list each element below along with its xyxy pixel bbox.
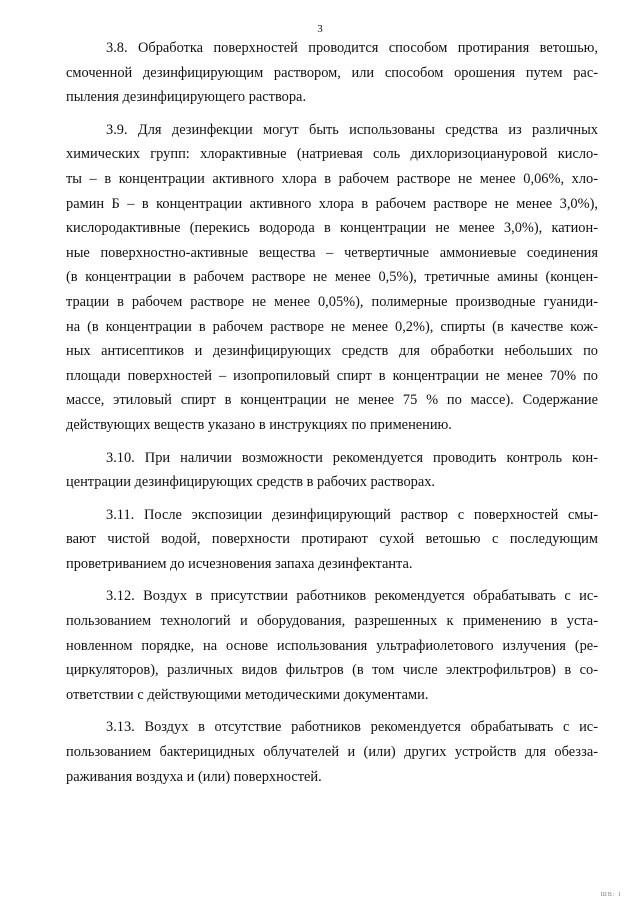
- text-line: вают чистой водой, поверхности протирают сухой ветошью с последующим: [66, 531, 598, 548]
- text-line: центрации дезинфицирующих средств в рабочих растворах.: [66, 474, 436, 491]
- text-line: (в концентрации в рабочем растворе не менее 0,5%), третичные амины (концен-: [66, 269, 598, 286]
- text-line: ты – в концентрации активного хлора в рабочем растворе не менее 0,06%, хло-: [66, 170, 598, 187]
- text-line: 3.9. Для дезинфекции могут быть использованы средства из различных: [106, 121, 598, 138]
- text-line: 3.12. Воздух в присутствии работников рекомендуется обрабатывать с ис-: [106, 588, 598, 605]
- paragraph-gap: [66, 438, 598, 446]
- text-line: трации в рабочем растворе не менее 0,05%), полимерные производные гуаниди-: [66, 293, 598, 310]
- text-line: ных антисептиков и дезинфицирующих средств для обработки небольших по: [66, 343, 598, 360]
- text-line: рамин Б – в концентрации активного хлора в рабочем растворе не менее 3,0%),: [66, 195, 598, 212]
- text-line: на (в концентрации в рабочем растворе не менее 0,2%), спирты (в качестве кож-: [66, 318, 598, 335]
- text-line: 3.11. После экспозиции дезинфицирующий раствор с поверхностей смы-: [106, 506, 598, 523]
- text-line: кислородактивные (перекись водорода в концентрации не менее 3,0%), катион-: [66, 220, 598, 237]
- text-line: проветриванием до исчезновения запаха дезинфектанта.: [66, 555, 413, 572]
- text-line: ные поверхностно-активные вещества – четвертичные аммониевые соединения: [66, 244, 598, 261]
- text-line: химических групп: хлорактивные (натриевая соль дихлоризоциануровой кисло-: [66, 146, 598, 163]
- text-line: действующих веществ указано в инструкциях по применению.: [66, 416, 452, 433]
- text-line: пользованием бактерицидных облучателей и (или) других устройств для обезза-: [66, 744, 598, 761]
- text-line: новленном порядке, на основе использования ультрафиолетового излучения (ре-: [66, 637, 598, 654]
- paragraph-gap: [66, 707, 598, 715]
- paragraph-3-10: [66, 446, 598, 495]
- document-body: [66, 36, 598, 789]
- text-line: площади поверхностей – изопропиловый спирт в концентрации не менее 70% по: [66, 367, 598, 384]
- text-line: раживания воздуха и (или) поверхностей.: [66, 768, 322, 785]
- paragraph-3-12: [66, 584, 598, 707]
- paragraph-gap: [66, 576, 598, 584]
- text-line: пользованием технологий и оборудования, разрешенных к применению в уста-: [66, 613, 598, 630]
- paragraph-gap: [66, 110, 598, 118]
- page-number: 3: [317, 23, 323, 35]
- text-line: смоченной дезинфицирующим раствором, или способом орошения путем рас-: [66, 64, 598, 81]
- paragraph-3-9: [66, 118, 598, 438]
- text-line: 3.8. Обработка поверхностей проводится способом протирания ветошью,: [106, 40, 598, 56]
- footer-mark: ШВ: 1: [600, 892, 622, 898]
- text-line: массе, этиловый спирт в концентрации не менее 75 % по массе). Содержание: [66, 392, 598, 409]
- paragraph-3-8: [66, 36, 598, 110]
- paragraph-3-11: [66, 503, 598, 577]
- paragraph-3-13: [66, 715, 598, 789]
- text-line: пыления дезинфицирующего раствора.: [66, 89, 307, 106]
- text-line: 3.10. При наличии возможности рекомендуется проводить контроль кон-: [106, 449, 598, 466]
- text-line: ответствии с действующими методическими документами.: [66, 686, 429, 703]
- text-line: 3.13. Воздух в отсутствие работников рекомендуется обрабатывать с ис-: [106, 719, 598, 736]
- paragraph-gap: [66, 495, 598, 503]
- text-line: циркуляторов), различных видов фильтров (в том числе электрофильтров) в со-: [66, 662, 598, 679]
